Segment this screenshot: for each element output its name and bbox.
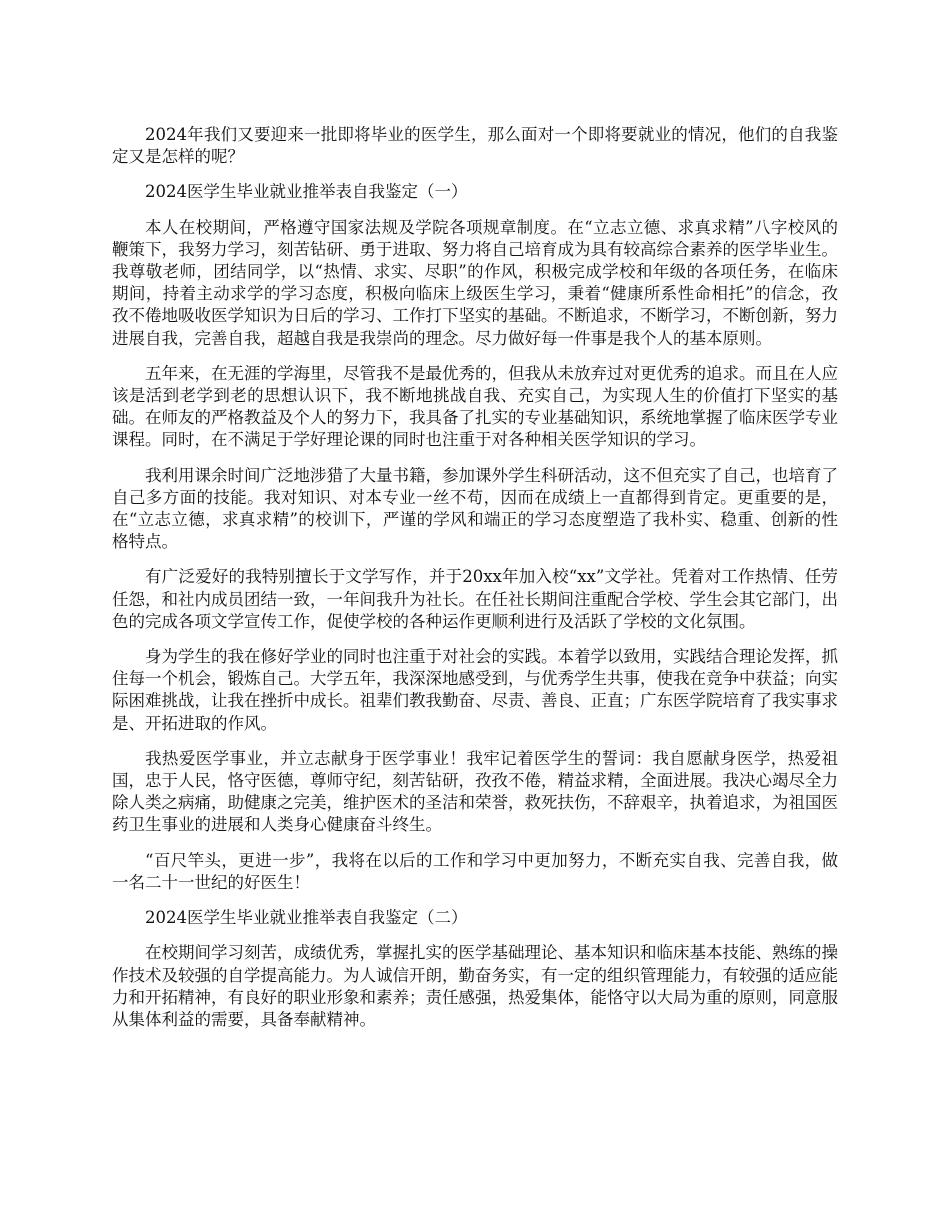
document-page [112, 124, 838, 1044]
paragraph: 五年来，在无涯的学海里，尽管我不是最优秀的，但我从未放弃过对更优秀的追求。而且在人应该是活到老学到老的思想认识下，我不断地挑战自我、充实自己，为实现人生的价值打下坚实的基础。在师友的严格教益及个人的努力下，我具备了扎实的专业基础知识，系统地掌握了临床医学专业课程。同时，在不满足于学好理论课的同时也注重于对各种相关医学知识的学习。 [112, 363, 838, 450]
paragraph: 我利用课余时间广泛地涉猎了大量书籍，参加课外学生科研活动，这不但充实了自己，也培育了自己多方面的技能。我对知识、对本专业一丝不苟，因而在成绩上一直都得到肯定。更重要的是，在“立志立德，求真求精”的校训下，严谨的学风和端正的学习态度塑造了我朴实、稳重、创新的性格特点。 [112, 465, 838, 552]
paragraph: 本人在校期间，严格遵守国家法规及学院各项规章制度。在“立志立德、求真求精”八字校风的鞭策下，我努力学习，刻苦钻研、勇于进取、努力将自己培育成为具有较高综合素养的医学毕业生。我尊敬老师，团结同学，以“热情、求实、尽职”的作风，积极完成学校和年级的各项任务，在临床期间，持着主动求学的学习态度，积极向临床上级医生学习，秉着“健康所系性命相托”的信念，孜孜不倦地吸收医学知识为日后的学习、工作打下坚实的基础。不断追求，不断学习，不断创新，努力进展自我，完善自我，超越自我是我崇尚的理念。尽力做好每一件事是我个人的基本原则。 [112, 217, 838, 348]
intro-paragraph: 2024年我们又要迎来一批即将毕业的医学生，那么面对一个即将要就业的情况，他们的自我鉴定又是怎样的呢？ [112, 125, 838, 167]
paragraph: 我热爱医学事业，并立志献身于医学事业！我牢记着医学生的誓词：我自愿献身医学，热爱祖国，忠于人民，恪守医德，尊师守纪，刻苦钻研，孜孜不倦，精益求精，全面进展。我决心竭尽全力除人类之病痛，助健康之完美，维护医术的圣洁和荣誉，救死扶伤，不辞艰辛，执着追求，为祖国医药卫生事业的进展和人类身心健康奋斗终生。 [112, 748, 838, 835]
paragraph: 有广泛爱好的我特别擅长于文学写作，并于20xx年加入校“xx”文学社。凭着对工作热情、任劳任怨，和社内成员团结一致，一年间我升为社长。在任社长期间注重配合学校、学生会其它部门，出色的完成各项文学宣传工作，促使学校的各种运作更顺利进行及活跃了学校的文化氛围。 [112, 567, 838, 631]
paragraph: “百尺竿头，更进一步”，我将在以后的工作和学习中更加努力，不断充实自我、完善自我，做一名二十一世纪的好医生！ [112, 850, 838, 892]
section-heading-2: 2024医学生毕业就业推举表自我鉴定（二） [145, 908, 468, 928]
paragraph: 身为学生的我在修好学业的同时也注重于对社会的实践。本着学以致用，实践结合理论发挥，抓住每一个机会，锻炼自己。大学五年，我深深地感受到，与优秀学生共事，使我在竞争中获益；向实际困难挑战，让我在挫折中成长。祖辈们教我勤奋、尽责、善良、正直；广东医学院培育了我实事求是、开拓进取的作风。 [112, 647, 838, 733]
paragraph: 在校期间学习刻苦，成绩优秀，掌握扎实的医学基础理论、基本知识和临床基本技能、熟练的操作技术及较强的自学提高能力。为人诚信开朗，勤奋务实，有一定的组织管理能力，有较强的适应能力和开拓精神，有良好的职业形象和素养；责任感强，热爱集体，能恪守以大局为重的原则，同意服从集体利益的需要，具备奉献精神。 [112, 943, 838, 1029]
section-heading-1: 2024医学生毕业就业推举表自我鉴定（一） [145, 182, 468, 202]
